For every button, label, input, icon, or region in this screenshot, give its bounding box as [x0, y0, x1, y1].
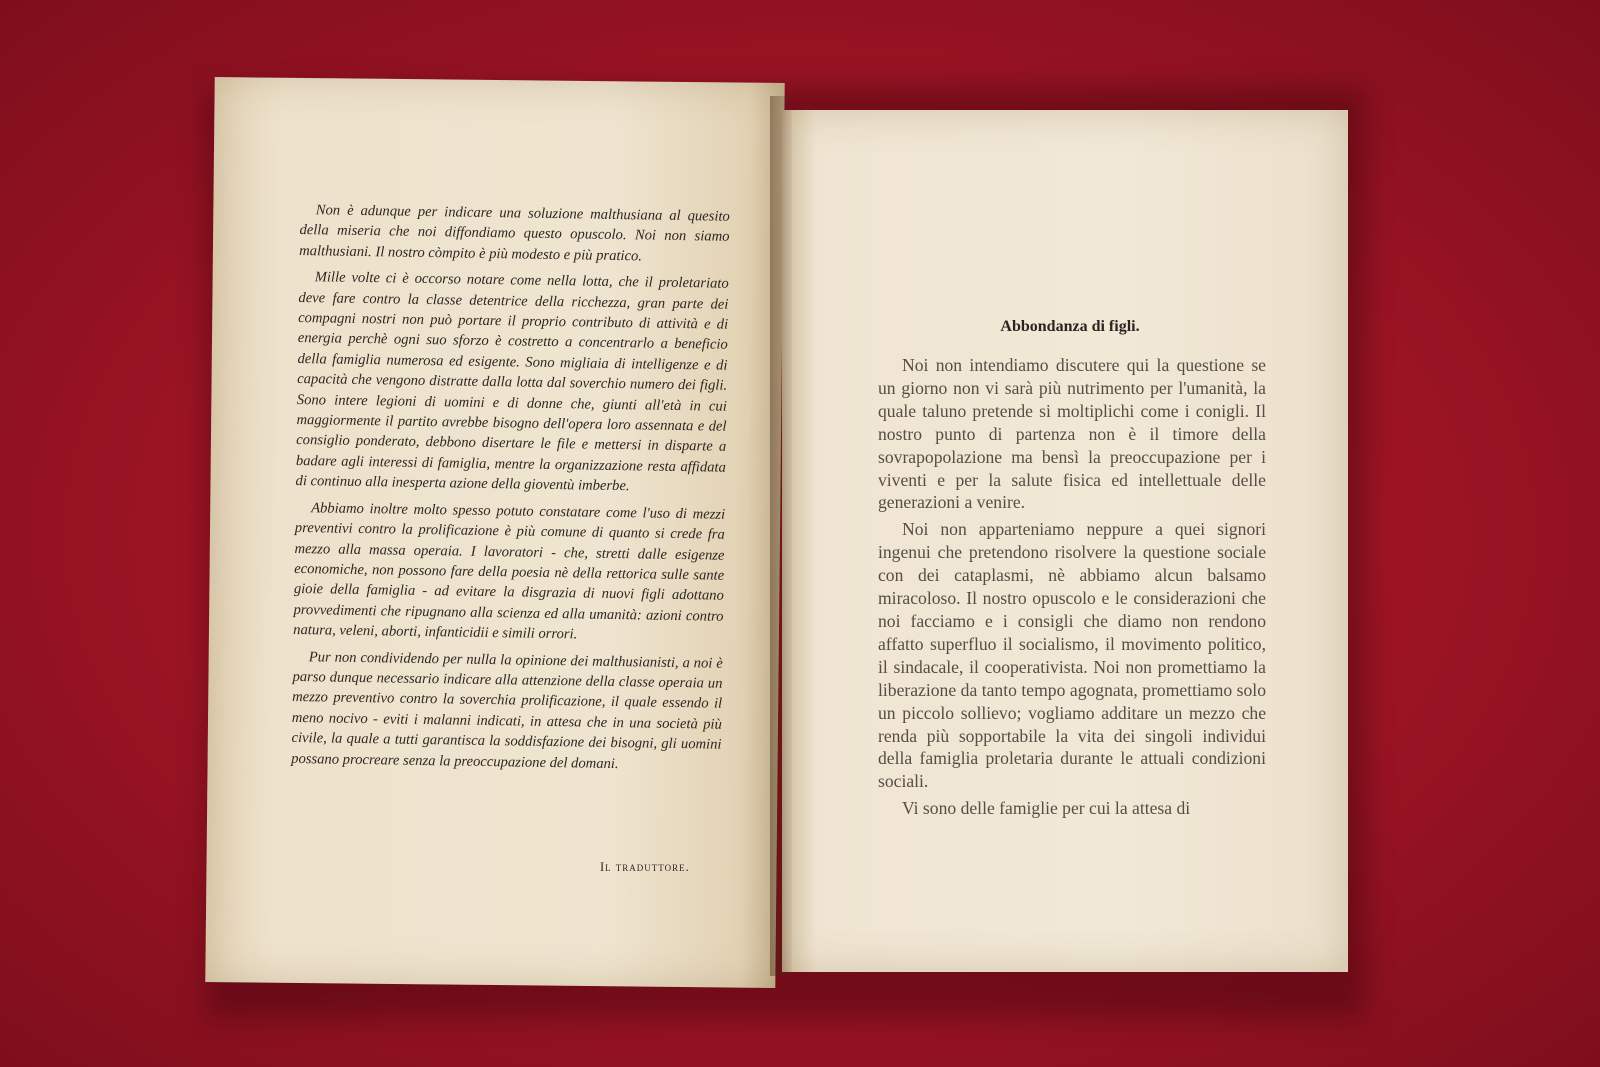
right-paragraph: Noi non intendiamo discutere qui la questione se un giorno non vi sarà più nutrimento per l'umanità, la quale taluno pretende si moltiplichi come i conigli. Il nostro punto di partenza non è il timore della sovrapopolazione ma bensì la preoccupazione per i viventi e per la salute fisica ed intellettuale delle generazioni a venire.	[878, 355, 1266, 513]
chapter-title: Abbondanza di figli.	[1000, 318, 1140, 335]
translator-signature: Il traduttore.	[600, 860, 690, 874]
left-paragraph: Abbiamo inoltre molto spesso potuto constatare come l'uso di mezzi preventivi contro la prolificazione è più comune di quanto si crede fra mezzo alla massa operaia. I lavoratori - che, stretti dalle esigenze economiche, non possono fare della poesia nè della rettorica sulle sante gioie della famiglia - ad evitare la disgrazia di nuovi figli adottano provvedimenti che ripugnano alla scienza ed alla umanità: azioni contro natura, veleni, aborti, infanticidii e simili orrori.	[293, 499, 726, 643]
left-paragraph: Pur non condividendo per nulla la opinione dei malthusianisti, a noi è parso dunque necessario indicare alla attenzione della classe operaia un mezzo preventivo contro la soverchia prolificazione, il quale essendo il meno nocivo - eviti i malanni indicati, in attesa che in una società più civile, la quale a tutti garantisca la soddisfazione dei bisogni, gli uomini possano procreare senza la preoccupazione del domani.	[291, 648, 723, 772]
right-paragraph: Vi sono delle famiglie per cui la attesa di	[902, 798, 1191, 819]
right-page-text	[878, 354, 1266, 824]
right-paragraph: Noi non apparteniamo neppure a quei signori ingenui che pretendono risolvere la questione sociale con dei cataplasmi, nè abbiamo alcun balsamo miracoloso. Il nostro opuscolo e le considerazioni che noi facciamo e i consigli che diamo non rendono affatto superfluo il socialismo, il movimento politico, il sindacale, il cooperativista. Noi non promettiamo la liberazione da tanto tempo agognata, promettiamo solo un piccolo sollievo; vogliamo additare un mezzo che renda più sopportabile la vita dei singoli individui della famiglia proletaria durante le attuali condizioni sociali.	[878, 519, 1266, 792]
book-gutter	[770, 96, 792, 976]
left-page-text	[291, 200, 730, 782]
left-paragraph: Non è adunque per indicare una soluzione malthusiana al quesito della miseria che noi diffondiamo questo opuscolo. Noi non siamo malthusiani. Il nostro còmpito è più modesto e più pratico.	[299, 202, 730, 265]
left-paragraph: Mille volte ci è occorso notare come nella lotta, che il proletariato deve fare contro la classe detentrice della ricchezza, gran parte dei compagni nostri non può portare il proprio contributo di attività e di energia perchè ogni suo sforzo è costretto a concentrarlo a beneficio della famiglia numerosa ed esigente. Sono migliaia di intelligenze e di capacità che vengono distratte dalla lotta dal soverchio numero dei figli. Sono intere legioni di uomini e di donne che, giunti all'età in cui maggiormente il partito avrebbe bisogno dell'opera loro assennata e del consiglio ponderato, debbono disertare le file e mettersi in disparte a badare agli interessi di famiglia, mentre la organizzazione resta affidata di continuo alla inesperta azione della gioventù imberbe.	[295, 269, 729, 495]
